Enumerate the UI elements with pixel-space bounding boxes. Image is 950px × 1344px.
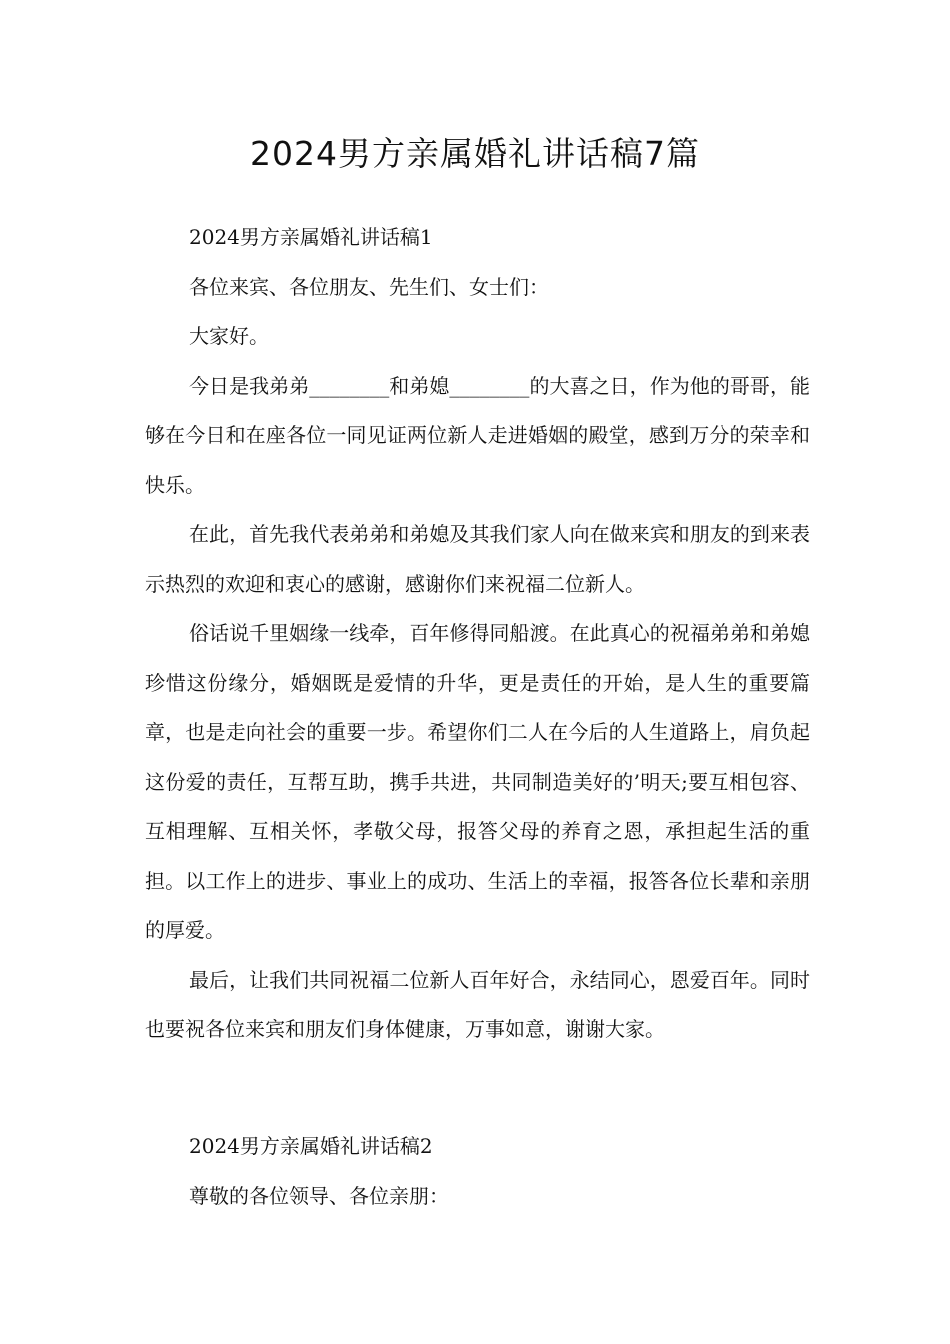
section-2 bbox=[145, 1122, 810, 1221]
paragraph: 最后，让我们共同祝福二位新人百年好合，永结同心，恩爱百年。同时也要祝各位来宾和朋友们身体健康，万事如意，谢谢大家。 bbox=[145, 967, 810, 1041]
section-heading: 2024男方亲属婚礼讲话稿2 bbox=[189, 1134, 433, 1158]
section-1 bbox=[145, 213, 810, 1055]
greeting: 大家好。 bbox=[189, 324, 269, 348]
salutation: 尊敬的各位领导、各位亲朋： bbox=[189, 1183, 449, 1208]
document-title: 2024男方亲属婚礼讲话稿7篇 bbox=[250, 134, 700, 173]
section-heading: 2024男方亲属婚礼讲话稿1 bbox=[189, 225, 433, 249]
paragraph: 今日是我弟弟________和弟媳________的大喜之日，作为他的哥哥，能够在今日和在座各位一同见证两位新人走进婚姻的殿堂，感到万分的荣幸和快乐。 bbox=[145, 373, 810, 497]
paragraph: 在此，首先我代表弟弟和弟媳及其我们家人向在做来宾和朋友的到来表示热烈的欢迎和衷心的感谢，感谢你们来祝福二位新人。 bbox=[145, 522, 810, 596]
salutation: 各位来宾、各位朋友、先生们、女士们： bbox=[189, 274, 549, 299]
paragraph: 俗话说千里姻缘一线牵，百年修得同船渡。在此真心的祝福弟弟和弟媳珍惜这份缘分，婚姻既是爱情的升华，更是责任的开始，是人生的重要篇章，也是走向社会的重要一步。希望你们二人在今后的人生道路上，肩负起这份爱的责任，互帮互助，携手共进，共同制造美好的’明天;要互相包容、互相理解、互相关怀，孝敬父母，报答父母的养育之恩，承担起生活的重担。以工作上的进步、事业上的成功、生活上的幸福，报答各位长辈和亲朋的厚爱。 bbox=[145, 621, 810, 942]
